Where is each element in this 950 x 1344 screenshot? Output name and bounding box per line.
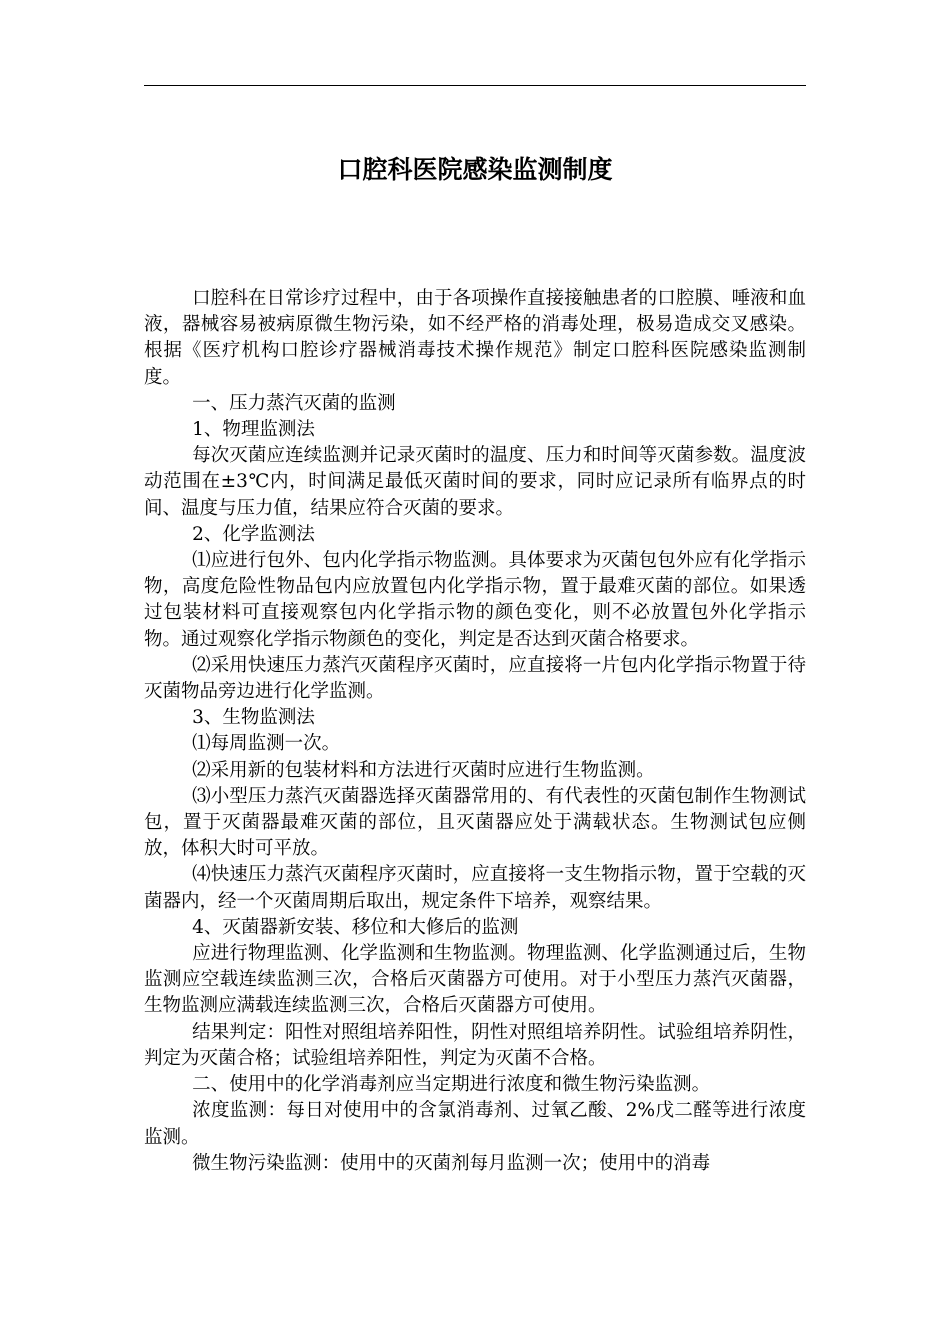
subsection-heading-install: 4、灭菌器新安装、移位和大修后的监测 — [192, 916, 519, 938]
subsection-heading-chemical: 2、化学监测法 — [192, 523, 315, 545]
document-title: 口腔科医院感染监测制度 — [337, 155, 613, 184]
body-paragraph: ⑵采用新的包装材料和方法进行灭菌时应进行生物监测。 — [192, 759, 655, 781]
body-paragraph: ⑶小型压力蒸汽灭菌器选择灭菌器常用的、有代表性的灭菌包制作生物测试包，置于灭菌器最难灭菌的部位，且灭菌器应处于满载状态。生物测试包应侧放，体积大时可平放。 — [144, 785, 806, 860]
body-paragraph: ⑵采用快速压力蒸汽灭菌程序灭菌时，应直接将一片包内化学指示物置于待灭菌物品旁边进行化学监测。 — [144, 654, 806, 703]
document-body — [144, 286, 806, 1177]
body-paragraph: 微生物污染监测：使用中的灭菌剂每月监测一次；使用中的消毒 — [192, 1152, 711, 1174]
section-heading-1: 一、压力蒸汽灭菌的监测 — [192, 392, 396, 414]
subsection-heading-physical: 1、物理监测法 — [192, 419, 315, 441]
body-paragraph: 应进行物理监测、化学监测和生物监测。物理监测、化学监测通过后，生物监测应空载连续监测三次，合格后灭菌器方可使用。对于小型压力蒸汽灭菌器，生物监测应满载连续监测三次，合格后灭菌器方可使用。 — [144, 943, 806, 1017]
intro-paragraph: 口腔科在日常诊疗过程中，由于各项操作直接接触患者的口腔膜、唾液和血液，器械容易被病原微生物污染，如不经严格的消毒处理，极易造成交叉感染。根据《医疗机构口腔诊疗器械消毒技术操作规范》制定口腔科医院感染监测制度。 — [144, 288, 806, 388]
body-paragraph: 每次灭菌应连续监测并记录灭菌时的温度、压力和时间等灭菌参数。温度波动范围在±3℃内，时间满足最低灭菌时间的要求，同时应记录所有临界点的时间、温度与压力值，结果应符合灭菌的要求。 — [144, 445, 806, 519]
section-heading-2: 二、使用中的化学消毒剂应当定期进行浓度和微生物污染监测。 — [192, 1074, 711, 1096]
body-paragraph: ⑴每周监测一次。 — [192, 733, 341, 755]
subsection-heading-biological: 3、生物监测法 — [192, 707, 315, 729]
body-paragraph: ⑴应进行包外、包内化学指示物监测。具体要求为灭菌包包外应有化学指示物，高度危险性物品包内应放置包内化学指示物，置于最难灭菌的部位。如果透过包装材料可直接观察包内化学指示物的颜色变化，则不必放置包外化学指示物。通过观察化学指示物颜色的变化，判定是否达到灭菌合格要求。 — [144, 550, 806, 650]
body-paragraph: ⑷快速压力蒸汽灭菌程序灭菌时，应直接将一支生物指示物，置于空载的灭菌器内，经一个灭菌周期后取出，规定条件下培养，观察结果。 — [144, 864, 806, 912]
body-paragraph: 浓度监测：每日对使用中的含氯消毒剂、过氧乙酸、2%戊二醛等进行浓度监测。 — [144, 1100, 806, 1148]
body-paragraph: 结果判定：阳性对照组培养阳性，阴性对照组培养阴性。试验组培养阴性，判定为灭菌合格；试验组培养阳性，判定为灭菌不合格。 — [144, 1021, 806, 1069]
header-rule — [144, 85, 806, 86]
